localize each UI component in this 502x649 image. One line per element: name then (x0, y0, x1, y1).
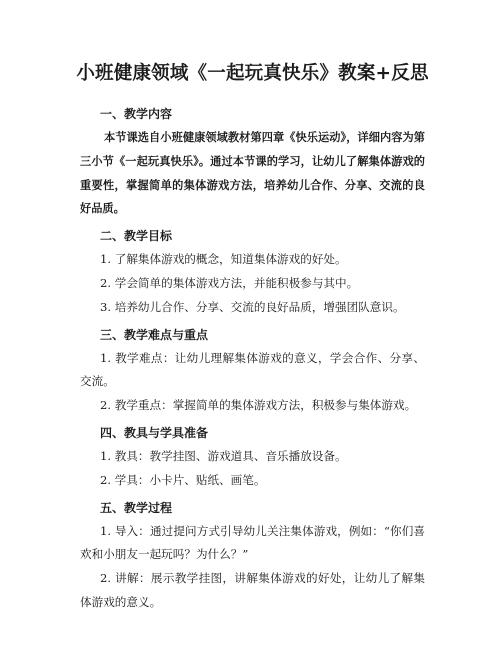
list-item: 2. 教学重点：掌握简单的集体游戏方法，积极参与集体游戏。 (100, 398, 417, 413)
section-heading-difficulties: 三、教学难点与重点 (100, 327, 209, 342)
section-heading-process: 五、教学过程 (100, 500, 173, 515)
list-item: 1. 教学难点：让幼儿理解集体游戏的意义，学会合作、分享、交流。 (80, 350, 425, 389)
section-heading-objectives: 二、教学目标 (100, 229, 173, 244)
document-title: 小班健康领域《一起玩真快乐》教案+反思 (76, 63, 429, 84)
section-heading-content: 一、教学内容 (100, 107, 173, 121)
section-heading-materials: 四、教具与学具准备 (100, 425, 209, 440)
list-item: 2. 学会简单的集体游戏方法，并能积极参与其中。 (100, 275, 359, 290)
list-item: 3. 培养幼儿合作、分享、交流的良好品质，增强团队意识。 (100, 299, 405, 314)
list-item: 1. 导入：通过提问方式引导幼儿关注集体游戏，例如：“你们喜欢和小朋友一起玩吗？为什么？” (80, 523, 425, 562)
list-item: 2. 讲解：展示教学挂图，讲解集体游戏的好处，让幼儿了解集体游戏的意义。 (80, 571, 425, 609)
section-paragraph-content: 本节课选自小班健康领域教材第四章《快乐运动》，详细内容为第三小节《一起玩真快乐》。通过本节课的学习，让幼儿了解集体游戏的重要性，掌握简单的集体游戏方法，培养幼儿合作、分享、交流的良好品质。 (80, 131, 425, 216)
list-item: 1. 教具：教学挂图、游戏道具、音乐播放设备。 (100, 448, 347, 463)
list-item: 1. 了解集体游戏的概念，知道集体游戏的好处。 (100, 252, 347, 267)
list-item: 2. 学具：小卡片、贴纸、画笔。 (100, 472, 266, 487)
